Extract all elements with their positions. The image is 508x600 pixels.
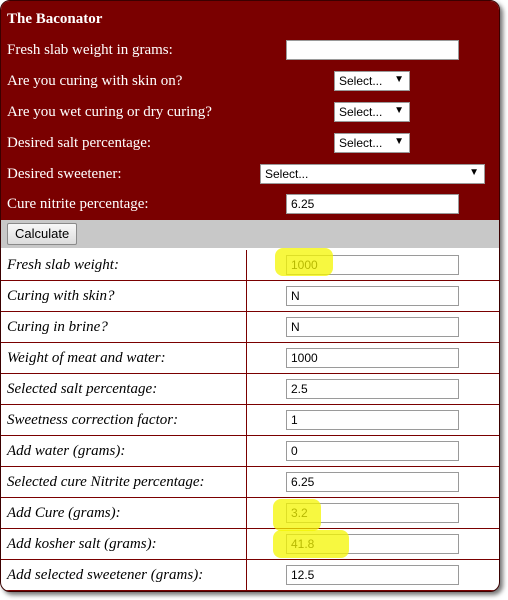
dropdown-arrow-icon: ▼	[394, 105, 404, 116]
cure-type-label: Are you wet curing or dry curing?	[7, 104, 212, 120]
result-value-field[interactable]: N	[286, 286, 459, 306]
result-label-cell	[1, 312, 247, 342]
result-label: Add water (grams):	[7, 443, 126, 459]
dropdown-arrow-icon: ▼	[469, 167, 479, 178]
result-row	[1, 312, 499, 343]
result-label-cell	[1, 343, 247, 373]
dropdown-arrow-icon: ▼	[394, 136, 404, 147]
result-value-field[interactable]: 0	[286, 441, 459, 461]
sweetener-value: Select...	[265, 167, 309, 181]
slab-weight-label: Fresh slab weight in grams:	[7, 42, 173, 58]
highlight-add-cure	[273, 499, 321, 531]
nitrite-pct-label: Cure nitrite percentage:	[7, 196, 149, 212]
result-row	[1, 498, 499, 529]
nitrite-pct-input[interactable]: 6.25	[286, 194, 459, 214]
salt-pct-label: Desired salt percentage:	[7, 135, 152, 151]
result-value-field[interactable]: 6.25	[286, 472, 459, 492]
result-value-field[interactable]: 12.5	[286, 565, 459, 585]
cure-type-value: Select...	[339, 105, 383, 119]
skin-on-value: Select...	[339, 74, 383, 88]
result-value-field[interactable]: 1000	[286, 348, 459, 368]
result-label-cell	[1, 250, 247, 280]
result-label-cell	[1, 281, 247, 311]
result-label-cell	[1, 374, 247, 404]
result-label: Weight of meat and water:	[7, 350, 166, 366]
dropdown-arrow-icon: ▼	[394, 74, 404, 85]
result-label: Sweetness correction factor:	[7, 412, 179, 428]
result-label-cell	[1, 467, 247, 497]
calculate-bar	[1, 220, 499, 248]
result-label-cell	[1, 498, 247, 528]
salt-pct-select[interactable]	[334, 133, 410, 153]
result-label: Add Cure (grams):	[7, 505, 121, 521]
highlight-slab-weight	[275, 248, 333, 276]
cure-type-select[interactable]	[334, 102, 410, 122]
result-label-cell	[1, 529, 247, 559]
skin-on-label: Are you curing with skin on?	[7, 73, 183, 89]
calculate-button[interactable]: Calculate	[7, 223, 77, 245]
result-row	[1, 343, 499, 374]
result-label: Add selected sweetener (grams):	[7, 567, 204, 583]
result-row	[1, 467, 499, 498]
input-panel	[1, 1, 499, 220]
result-label: Add kosher salt (grams):	[7, 536, 157, 552]
sweetener-select[interactable]	[260, 164, 485, 184]
sweetener-label: Desired sweetener:	[7, 166, 122, 182]
result-row	[1, 250, 499, 281]
skin-on-select[interactable]	[334, 71, 410, 91]
result-label: Curing with skin?	[7, 288, 115, 304]
result-label-cell	[1, 405, 247, 435]
result-label: Selected salt percentage:	[7, 381, 158, 397]
result-row	[1, 374, 499, 405]
result-label-cell	[1, 436, 247, 466]
result-value-field[interactable]: 2.5	[286, 379, 459, 399]
result-label: Curing in brine?	[7, 319, 108, 335]
result-row	[1, 560, 499, 591]
salt-pct-value: Select...	[339, 136, 383, 150]
result-value-field[interactable]: 1	[286, 410, 459, 430]
slab-weight-input[interactable]	[286, 40, 459, 60]
page-title: The Baconator	[7, 11, 103, 27]
result-row	[1, 281, 499, 312]
result-label: Selected cure Nitrite percentage:	[7, 474, 205, 490]
result-row	[1, 436, 499, 467]
result-row	[1, 529, 499, 560]
result-label-cell	[1, 560, 247, 590]
result-value-field[interactable]: N	[286, 317, 459, 337]
result-row	[1, 405, 499, 436]
result-label: Fresh slab weight:	[7, 257, 119, 273]
highlight-kosher-salt	[273, 530, 349, 558]
